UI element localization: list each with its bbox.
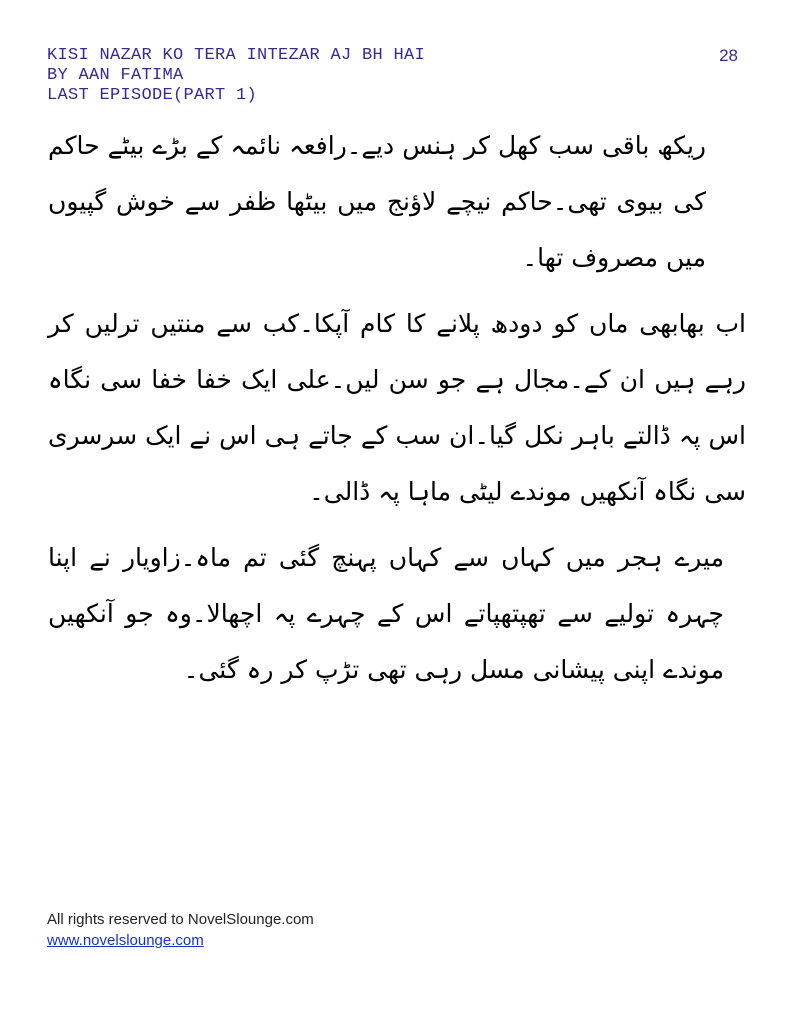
paragraph-2: اب بھابھی ماں کو دودھ پلانے کا کام آپکا۔کب سے منتیں ترلیں کر رہے ہیں ان کے۔مجال ہے جو سن لیں۔علی ایک خفا خفا سی نگاہ اس پہ ڈالتے باہر نکل گیا۔ان سب کے جاتے ہی اس نے ایک سرسری سی نگاہ آنکھیں موندے لیٹی ماہا پہ ڈالی۔ [48,309,746,506]
author-line: BY AAN FATIMA [47,66,184,85]
rights-notice: All rights reserved to NovelSlounge.com [47,911,314,928]
page-number: 28 [719,46,738,65]
paragraph-1: ریکھ باقی سب کھل کر ہنس دیے۔رافعہ نائمہ کے بڑے بیٹے حاکم کی بیوی تھی۔حاکم نیچے لاؤنج میں بیٹھا ظفر سے خوش گپیوں میں مصروف تھا۔ [48,131,706,272]
story-body [48,118,746,698]
document-header [47,46,607,106]
website-link[interactable]: www.novelslounge.com [47,932,204,949]
episode-line: LAST EPISODE(PART 1) [47,86,258,105]
paragraph-3: میرے ہجر میں کہاں سے کہاں پہنچ گئی تم ماہ۔زاویار نے اپنا چہرہ تولیے سے تھپتھپاتے اس کے چہرے پہ اچھالا۔وہ جو آنکھیں موندے اپنی پیشانی مسل رہی تھی تڑپ کر رہ گئی۔ [48,543,724,684]
novel-title: KISI NAZAR KO TERA INTEZAR AJ BH HAI [47,46,426,65]
document-footer [47,909,314,951]
